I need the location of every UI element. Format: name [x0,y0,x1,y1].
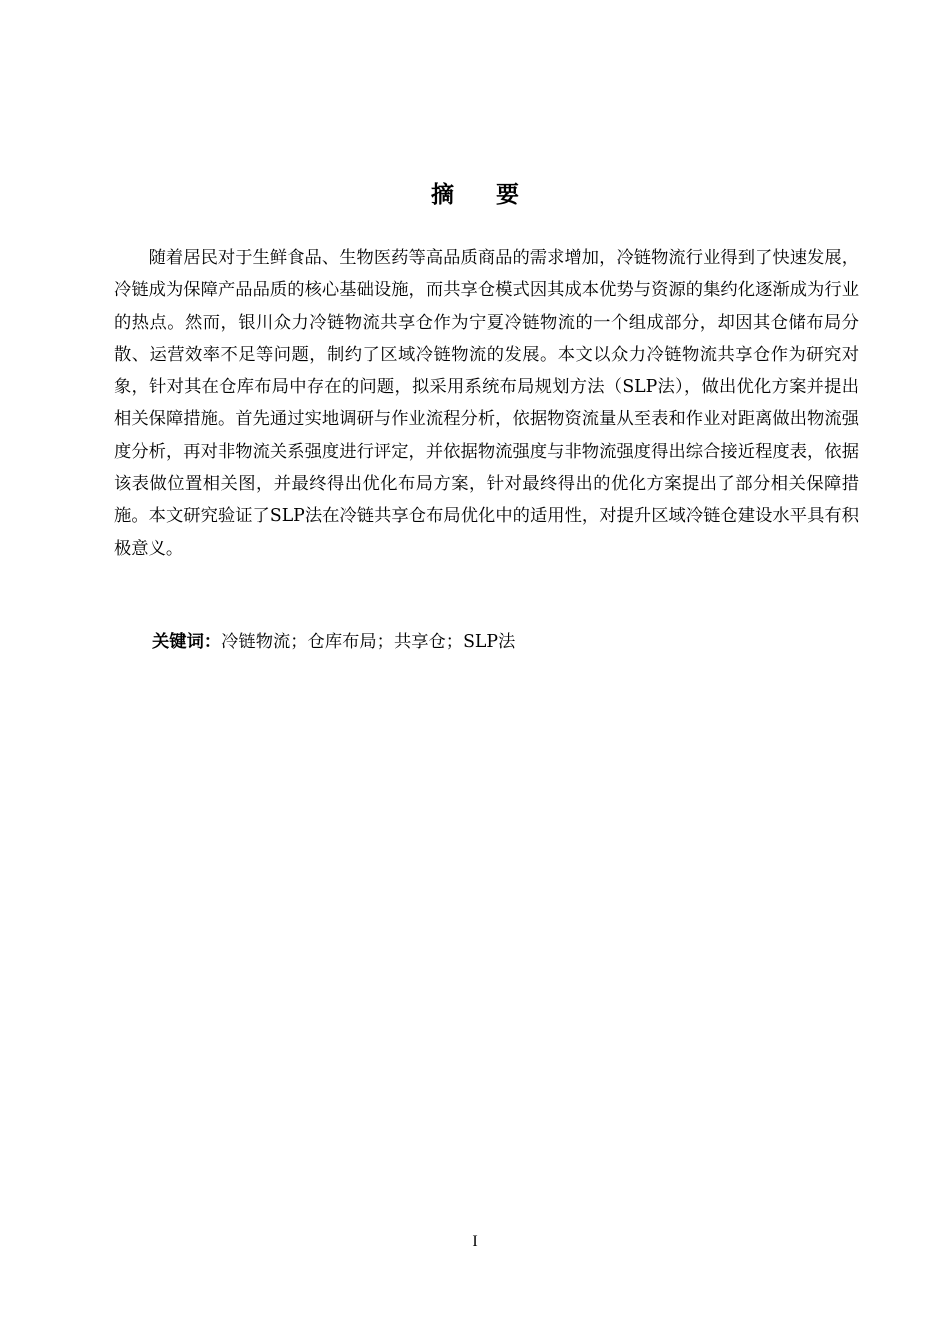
keywords-line [152,626,852,658]
keywords-label: 关键词： [152,632,222,652]
page-number: I [472,1233,478,1250]
abstract-body: 随着居民对于生鲜食品、生物医药等高品质商品的需求增加，冷链物流行业得到了快速发展，冷链成为保障产品品质的核心基础设施，而共享仓模式因其成本优势与资源的集约化逐渐成为行业的热点。然而，银川众力冷链物流共享仓作为宁夏冷链物流的一个组成部分，却因其仓储布局分散、运营效率不足等问题，制约了区域冷链物流的发展。本文以众力冷链物流共享仓作为研究对象，针对其在仓库布局中存在的问题，拟采用系统布局规划方法（SLP法），做出优化方案并提出相关保障措施。首先通过实地调研与作业流程分析，依据物资流量从至表和作业对距离做出物流强度分析，再对非物流关系强度进行评定，并依据物流强度与非物流强度得出综合接近程度表，依据该表做位置相关图，并最终得出优化布局方案，针对最终得出的优化方案提出了部分相关保障措施。本文研究验证了SLP法在冷链共享仓布局优化中的适用性，对提升区域冷链仓建设水平具有积极意义。 [114,248,859,559]
abstract-title: 摘要 [431,182,561,208]
keywords-value: 冷链物流；仓库布局；共享仓；SLP法 [221,632,516,652]
